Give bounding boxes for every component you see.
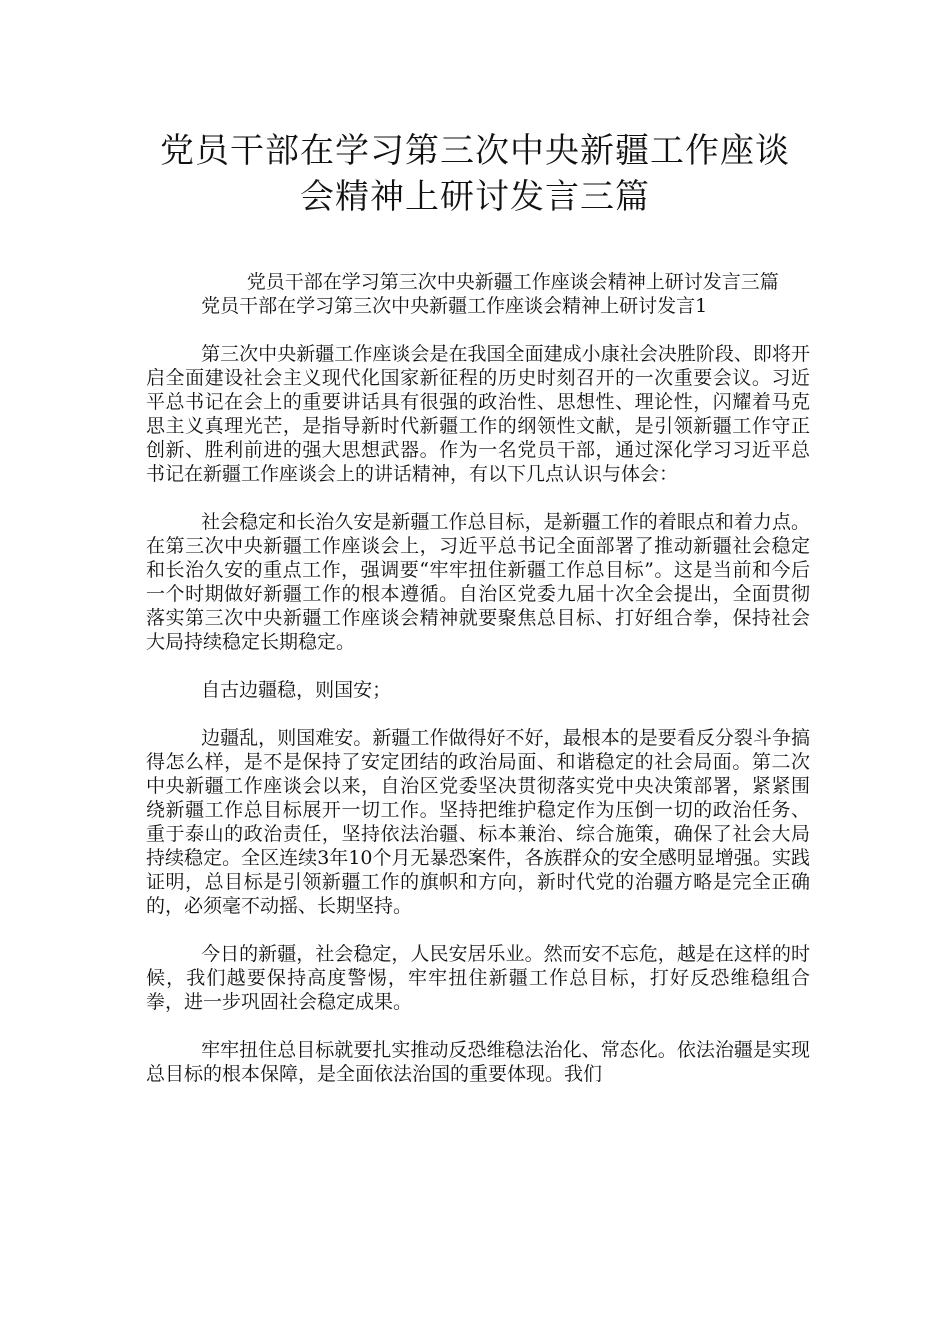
document-title (120, 128, 830, 220)
body-paragraph: 今日的新疆，社会稳定，人民安居乐业。然而安不忘危，越是在这样的时候，我们越要保持高度警惕，牢牢扭住新疆工作总目标，打好反恐维稳组合拳，进一步巩固社会稳定成果。 (146, 943, 810, 1013)
subtitle-paragraph: 党员干部在学习第三次中央新疆工作座谈会精神上研讨发言三篇 (246, 271, 779, 293)
document-body (146, 270, 810, 1086)
body-paragraph: 边疆乱，则国难安。新疆工作做得好不好，最根本的是要看反分裂斗争搞得怎么样，是不是保持了安定团结的政治局面、和谐稳定的社会局面。第二次中央新疆工作座谈会以来，自治区党委坚决贯彻落实党中央决策部署，紧紧围绕新疆工作总目标展开一切工作。坚持把维护稳定作为压倒一切的政治任务、重于泰山的政治责任，坚持依法治疆、标本兼治、综合施策，确保了社会大局持续稳定。全区连续3年10个月无暴恐案件，各族群众的安全感明显增强。实践证明，总目标是引领新疆工作的旗帜和方向，新时代党的治疆方略是完全正确的，必须毫不动摇、长期坚持。 (146, 727, 810, 917)
body-paragraph: 牢牢扭住总目标就要扎实推动反恐维稳法治化、常态化。依法治疆是实现总目标的根本保障，是全面依法治国的重要体现。我们 (146, 1039, 810, 1085)
title-line-2: 会精神上研讨发言三篇 (300, 177, 650, 217)
body-paragraph: 社会稳定和长治久安是新疆工作总目标，是新疆工作的着眼点和着力点。在第三次中央新疆工作座谈会上，习近平总书记全面部署了推动新疆社会稳定和长治久安的重点工作，强调要“牢牢扭住新疆工作总目标”。这是当前和今后一个时期做好新疆工作的根本遵循。自治区党委九届十次全会提出，全面贯彻落实第三次中央新疆工作座谈会精神就要聚焦总目标、打好组合拳，保持社会大局持续稳定长期稳定。 (146, 511, 810, 653)
section-heading: 党员干部在学习第三次中央新疆工作座谈会精神上研讨发言1 (201, 295, 708, 317)
body-paragraph: 自古边疆稳，则国安； (201, 679, 392, 701)
title-line-1: 党员干部在学习第三次中央新疆工作座谈 (160, 131, 790, 171)
body-paragraph: 第三次中央新疆工作座谈会是在我国全面建成小康社会决胜阶段、即将开启全面建设社会主义现代化国家新征程的历史时刻召开的一次重要会议。习近平总书记在会上的重要讲话具有很强的政治性、思想性、理论性，闪耀着马克思主义真理光芒，是指导新时代新疆工作的纲领性文献，是引领新疆工作守正创新、胜利前进的强大思想武器。作为一名党员干部，通过深化学习习近平总书记在新疆工作座谈会上的讲话精神，有以下几点认识与体会： (146, 343, 810, 485)
